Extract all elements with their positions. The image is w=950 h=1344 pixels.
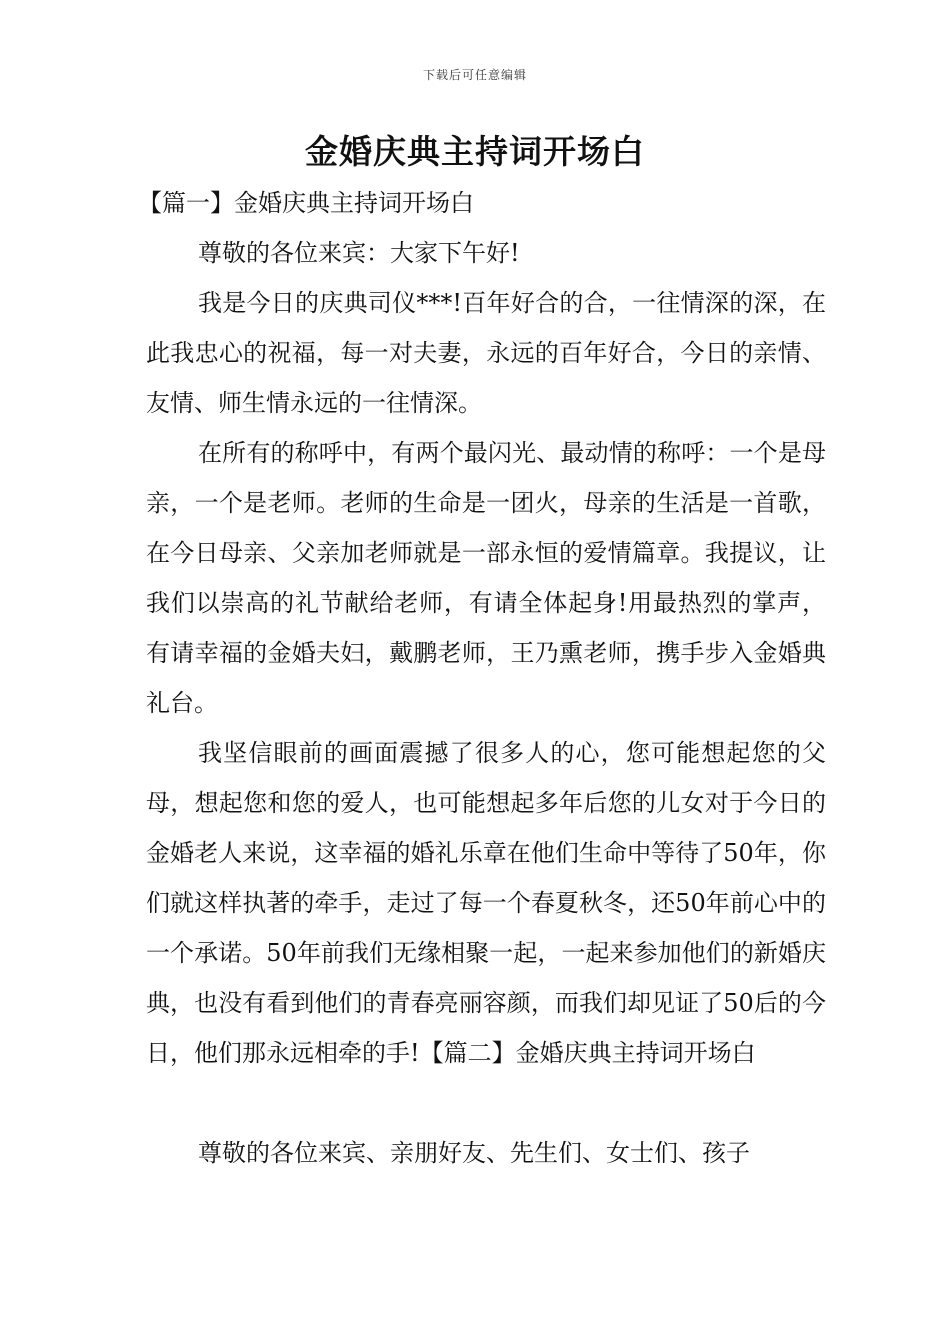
paragraph-memories: 我坚信眼前的画面震撼了很多人的心，您可能想起您的父母，想起您和您的爱人，也可能想起多年后您的儿女对于今日的金婚老人来说，这幸福的婚礼乐章在他们生命中等待了50年，你们就这样执著的牵手，走过了每一个春夏秋冬，还50年前心中的一个承诺。50年前我们无缘相聚一起，一起来参加他们的新婚庆典，也没有看到他们的青春亮丽容颜，而我们却见证了50后的今日，他们那永远相牵的手!【篇二】金婚庆典主持词开场白 [146, 739, 826, 1067]
document-title: 金婚庆典主持词开场白 [305, 132, 645, 171]
paragraph-teachers: 在所有的称呼中，有两个最闪光、最动情的称呼：一个是母亲，一个是老师。老师的生命是一团火，母亲的生活是一首歌，在今日母亲、父亲加老师就是一部永恒的爱情篇章。我提议，让我们以崇高的礼节献给老师，有请全体起身!用最热烈的掌声，有请幸福的金婚夫妇，戴鹏老师，王乃熏老师，携手步入金婚典礼台。 [146, 439, 826, 717]
section-heading: 【篇一】金婚庆典主持词开场白 [138, 189, 474, 217]
paragraph-second-greeting: 尊敬的各位来宾、亲朋好友、先生们、女士们、孩子 [198, 1139, 750, 1167]
document-body [138, 178, 826, 1178]
header-note: 下载后可任意编辑 [422, 68, 527, 82]
paragraph-spacer [146, 1078, 826, 1128]
paragraph-intro: 我是今日的庆典司仪***!百年好合的合，一往情深的深，在此我忠心的祝福，每一对夫妻，永远的百年好合，今日的亲情、友情、师生情永远的一往情深。 [146, 289, 826, 417]
paragraph-greeting: 尊敬的各位来宾：大家下午好! [198, 239, 520, 267]
